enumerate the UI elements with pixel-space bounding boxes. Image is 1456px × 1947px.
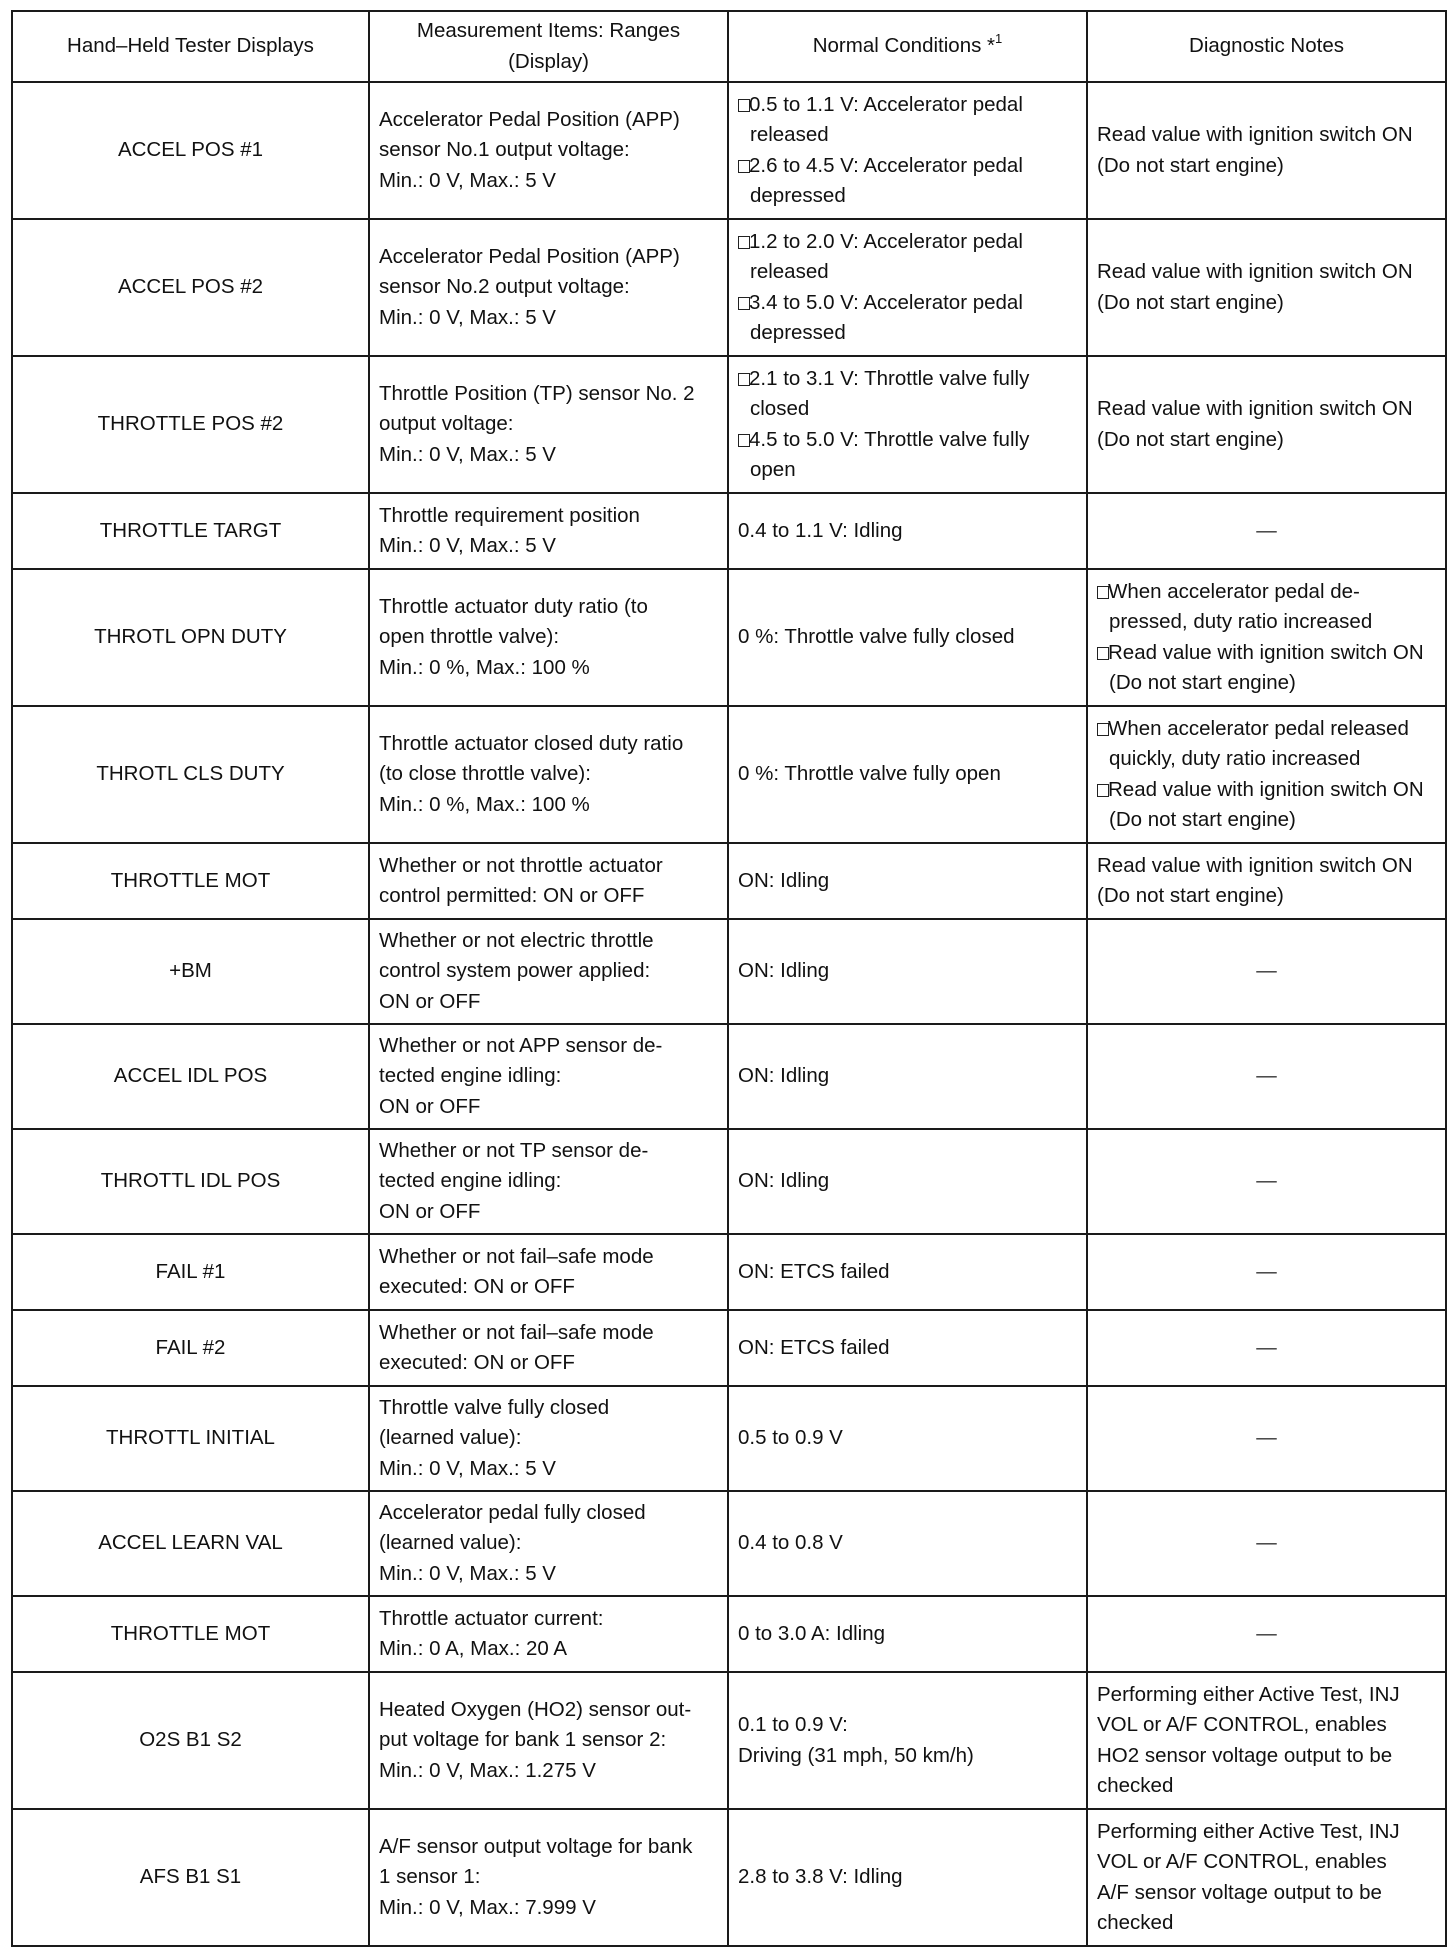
measurement-line: Throttle actuator duty ratio (to <box>379 594 648 618</box>
header-diagnostic-notes <box>1087 11 1446 82</box>
measurement-line: output voltage: <box>379 412 514 436</box>
cell-normal-condition <box>728 706 1087 843</box>
cell-normal-condition <box>728 1491 1087 1596</box>
table-row <box>12 569 1446 706</box>
cell-normal-condition <box>728 1234 1087 1310</box>
cell-measurement <box>369 1024 728 1129</box>
cell-tester-display <box>12 82 369 219</box>
cell-tester-display <box>12 356 369 493</box>
cell-measurement <box>369 569 728 706</box>
measurement-line: Accelerator Pedal Position (APP) <box>379 244 680 268</box>
tester-display-label: O2S B1 S2 <box>139 1728 242 1752</box>
cell-diagnostic-notes <box>1087 219 1446 356</box>
diagnostic-note-line: Read value with ignition switch ON <box>1097 853 1413 877</box>
cell-normal-condition <box>728 1672 1087 1809</box>
measurement-line: Min.: 0 %, Max.: 100 % <box>379 655 590 679</box>
normal-condition-text: 0.1 to 0.9 V: <box>738 1713 848 1736</box>
diagnostic-note-item <box>1097 638 1436 699</box>
table-row <box>12 1024 1446 1129</box>
measurement-line: executed: ON or OFF <box>379 1275 575 1298</box>
cell-diagnostic-notes <box>1087 1596 1446 1672</box>
cell-tester-display <box>12 569 369 706</box>
cell-diagnostic-notes <box>1087 1310 1446 1386</box>
cell-normal-condition <box>728 219 1087 356</box>
table-row <box>12 82 1446 219</box>
diagnostic-note-line: Read value with ignition switch ON <box>1097 123 1413 146</box>
cell-tester-display <box>12 219 369 356</box>
measurement-line: Throttle Position (TP) sensor No. 2 <box>379 381 695 405</box>
normal-condition-text: 0 %: Throttle valve fully open <box>738 762 1001 786</box>
diagnostic-note-text: Read value with ignition switch ON (Do not start engine) <box>1108 777 1424 831</box>
measurement-line: Throttle valve fully closed <box>379 1395 610 1419</box>
table-row <box>12 843 1446 919</box>
measurement-line: 1 sensor 1: <box>379 1865 481 1889</box>
diagnostic-note-line: A/F sensor voltage output to be <box>1097 1880 1382 1904</box>
cell-normal-condition <box>728 919 1087 1024</box>
cell-measurement <box>369 1129 728 1234</box>
cell-tester-display <box>12 493 369 569</box>
measurement-line: control system power applied: <box>379 959 651 983</box>
table-header <box>12 11 1446 82</box>
table-row <box>12 919 1446 1024</box>
cell-normal-condition <box>728 356 1087 493</box>
measurement-line: ON or OFF <box>379 989 481 1013</box>
diagnostic-note-line: (Do not start engine) <box>1097 884 1284 907</box>
normal-condition-text: 4.5 to 5.0 V: Throttle valve fully open <box>749 427 1030 481</box>
tester-display-label: THROTTLE MOT <box>110 868 271 892</box>
measurement-line: Throttle requirement position <box>379 503 640 527</box>
measurement-line: Throttle actuator closed duty ratio <box>379 731 684 755</box>
normal-condition-text: 0.4 to 1.1 V: Idling <box>738 518 903 542</box>
cell-tester-display <box>12 1310 369 1386</box>
table-row <box>12 493 1446 569</box>
normal-condition-text: ON: Idling <box>738 959 830 983</box>
cell-normal-condition <box>728 1809 1087 1946</box>
table-body <box>12 82 1446 1946</box>
cell-normal-condition <box>728 82 1087 219</box>
tester-display-label: THROTTLE POS #2 <box>97 412 284 436</box>
normal-condition-text: ON: ETCS failed <box>738 1335 890 1359</box>
measurement-line: Min.: 0 V, Max.: 5 V <box>379 1456 556 1480</box>
measurement-line: A/F sensor output voltage for bank <box>379 1834 693 1858</box>
measurement-line: Whether or not electric throttle <box>379 928 654 952</box>
diagnostic-note-line: Performing either Active Test, INJ <box>1097 1819 1400 1843</box>
diagnostic-note-item <box>1097 577 1436 638</box>
normal-condition-text: ON: ETCS failed <box>738 1259 890 1283</box>
measurement-line: Whether or not throttle actuator <box>379 853 663 877</box>
tester-display-label: THROTL CLS DUTY <box>96 762 285 786</box>
table-row <box>12 1386 1446 1491</box>
measurement-line: open throttle valve): <box>379 625 560 649</box>
cell-tester-display <box>12 1672 369 1809</box>
measurement-line: Min.: 0 V, Max.: 5 V <box>379 534 556 557</box>
diagnostic-note-line: Performing either Active Test, INJ <box>1097 1682 1400 1706</box>
no-note-dash: — <box>1256 1335 1277 1359</box>
measurement-line: sensor No.2 output voltage: <box>379 275 630 299</box>
tester-display-label: THROTTL INITIAL <box>106 1426 275 1450</box>
no-note-dash: — <box>1256 518 1277 542</box>
cell-diagnostic-notes <box>1087 1672 1446 1809</box>
normal-condition-item <box>738 227 1077 288</box>
cell-tester-display <box>12 1596 369 1672</box>
cell-diagnostic-notes <box>1087 1491 1446 1596</box>
measurement-line: tected engine idling: <box>379 1064 562 1088</box>
cell-normal-condition <box>728 1024 1087 1129</box>
cell-normal-condition <box>728 1596 1087 1672</box>
table-row <box>12 706 1446 843</box>
cell-measurement <box>369 82 728 219</box>
cell-measurement <box>369 356 728 493</box>
no-note-dash: — <box>1256 1169 1277 1193</box>
cell-normal-condition <box>728 1129 1087 1234</box>
normal-condition-text: ON: Idling <box>738 1169 830 1193</box>
measurement-line: tected engine idling: <box>379 1169 562 1193</box>
header-tester-displays-label: Hand–Held Tester Displays <box>67 34 314 58</box>
normal-condition-text: 0 to 3.0 A: Idling <box>738 1621 886 1645</box>
normal-condition-text: 2.8 to 3.8 V: Idling <box>738 1865 903 1889</box>
diagnostic-note-line: VOL or A/F CONTROL, enables <box>1097 1850 1387 1873</box>
cell-diagnostic-notes <box>1087 569 1446 706</box>
cell-tester-display <box>12 1024 369 1129</box>
header-tester-displays <box>12 11 369 82</box>
cell-diagnostic-notes <box>1087 1024 1446 1129</box>
cell-measurement <box>369 219 728 356</box>
cell-diagnostic-notes <box>1087 356 1446 493</box>
normal-condition-item <box>738 90 1077 151</box>
diagnostic-note-line: Read value with ignition switch ON <box>1097 397 1413 420</box>
cell-measurement <box>369 493 728 569</box>
cell-measurement <box>369 1672 728 1809</box>
header-measurement-line1: Measurement Items: Ranges <box>416 19 681 42</box>
cell-tester-display <box>12 1129 369 1234</box>
cell-tester-display <box>12 1809 369 1946</box>
cell-tester-display <box>12 1234 369 1310</box>
measurement-line: Throttle actuator current: <box>379 1606 604 1630</box>
measurement-line: (to close throttle valve): <box>379 762 591 786</box>
table-row <box>12 356 1446 493</box>
normal-condition-text: 1.2 to 2.0 V: Accelerator pedal released <box>749 229 1023 283</box>
cell-measurement <box>369 1386 728 1491</box>
table-row <box>12 1234 1446 1310</box>
cell-diagnostic-notes <box>1087 1234 1446 1310</box>
header-row <box>12 11 1446 82</box>
tester-display-label: ACCEL POS #1 <box>117 138 264 162</box>
measurement-line: Min.: 0 %, Max.: 100 % <box>379 792 590 816</box>
tester-display-label: THROTTLE MOT <box>110 1621 271 1645</box>
table-row <box>12 219 1446 356</box>
cell-normal-condition <box>728 1310 1087 1386</box>
measurement-line: Min.: 0 V, Max.: 5 V <box>379 442 556 466</box>
cell-measurement <box>369 1596 728 1672</box>
header-normal-conditions <box>728 11 1087 82</box>
diagnostic-note-item <box>1097 775 1436 836</box>
measurement-line: Min.: 0 A, Max.: 20 A <box>379 1637 568 1660</box>
tester-display-label: THROTTL IDL POS <box>100 1169 281 1193</box>
normal-condition-text: 2.6 to 4.5 V: Accelerator pedal depressed <box>749 153 1023 207</box>
no-note-dash: — <box>1256 1426 1277 1450</box>
measurement-line: Min.: 0 V, Max.: 5 V <box>379 305 556 329</box>
cell-diagnostic-notes <box>1087 843 1446 919</box>
no-note-dash: — <box>1256 1621 1277 1645</box>
measurement-line: sensor No.1 output voltage: <box>379 138 630 162</box>
measurement-line: Min.: 0 V, Max.: 1.275 V <box>379 1758 596 1782</box>
tester-display-label: ACCEL POS #2 <box>117 275 264 299</box>
diagnostic-note-line: HO2 sensor voltage output to be <box>1097 1743 1393 1767</box>
table-row <box>12 1672 1446 1809</box>
tester-display-label: ACCEL LEARN VAL <box>98 1531 283 1555</box>
cell-normal-condition <box>728 493 1087 569</box>
footnote-marker: 1 <box>995 31 1003 47</box>
diagnostic-note-line: (Do not start engine) <box>1097 427 1284 451</box>
diagnostic-note-line: VOL or A/F CONTROL, enables <box>1097 1713 1387 1736</box>
header-measurement-line2: (Display) <box>508 49 589 73</box>
measurement-line: Whether or not fail–safe mode <box>379 1320 654 1344</box>
tester-display-label: ACCEL IDL POS <box>113 1064 268 1088</box>
header-normal-label: Normal Conditions * <box>812 34 996 58</box>
normal-condition-text: 3.4 to 5.0 V: Accelerator pedal depressed <box>749 290 1023 344</box>
measurement-line: Heated Oxygen (HO2) sensor out- <box>379 1697 692 1721</box>
table-row <box>12 1129 1446 1234</box>
measurement-line: Accelerator Pedal Position (APP) <box>379 107 680 131</box>
diagnostic-note-line: (Do not start engine) <box>1097 290 1284 314</box>
measurement-line: Min.: 0 V, Max.: 7.999 V <box>379 1895 596 1919</box>
measurement-line: Whether or not fail–safe mode <box>379 1244 654 1268</box>
measurement-line: executed: ON or OFF <box>379 1351 575 1374</box>
normal-condition-text: 0.5 to 0.9 V <box>738 1426 843 1450</box>
no-note-dash: — <box>1256 959 1277 983</box>
measurement-line: Min.: 0 V, Max.: 5 V <box>379 1561 556 1585</box>
cell-normal-condition <box>728 843 1087 919</box>
cell-diagnostic-notes <box>1087 706 1446 843</box>
tester-display-label: +BM <box>169 959 212 983</box>
normal-condition-text: ON: Idling <box>738 868 830 892</box>
normal-condition-text: 0.4 to 0.8 V <box>738 1531 843 1555</box>
header-measurement-items <box>369 11 728 82</box>
cell-diagnostic-notes <box>1087 1386 1446 1491</box>
cell-measurement <box>369 1310 728 1386</box>
cell-diagnostic-notes <box>1087 82 1446 219</box>
measurement-line: put voltage for bank 1 sensor 2: <box>379 1728 667 1752</box>
cell-measurement <box>369 1491 728 1596</box>
no-note-dash: — <box>1256 1259 1277 1283</box>
normal-condition-text: 0 %: Throttle valve fully closed <box>738 625 1015 649</box>
measurement-line: Accelerator pedal fully closed <box>379 1500 646 1524</box>
cell-diagnostic-notes <box>1087 1129 1446 1234</box>
header-notes-label: Diagnostic Notes <box>1189 34 1344 58</box>
measurement-line: Min.: 0 V, Max.: 5 V <box>379 168 556 192</box>
cell-measurement <box>369 1234 728 1310</box>
tester-display-label: FAIL #1 <box>155 1259 226 1283</box>
tester-display-label: FAIL #2 <box>155 1335 226 1359</box>
cell-measurement <box>369 1809 728 1946</box>
cell-tester-display <box>12 843 369 919</box>
cell-normal-condition <box>728 569 1087 706</box>
diagnostic-note-text: Read value with ignition switch ON (Do not start engine) <box>1108 640 1424 694</box>
diagnostic-note-item <box>1097 714 1436 775</box>
cell-tester-display <box>12 1386 369 1491</box>
diagnostic-note-text: When accelerator pedal released quickly, duty ratio increased <box>1108 716 1409 770</box>
cell-diagnostic-notes <box>1087 1809 1446 1946</box>
diagnostic-note-line: Read value with ignition switch ON <box>1097 260 1413 283</box>
cell-measurement <box>369 706 728 843</box>
no-note-dash: — <box>1256 1064 1277 1088</box>
normal-condition-item <box>738 425 1077 486</box>
table-row <box>12 1809 1446 1946</box>
diagnostic-note-line: checked <box>1097 1911 1174 1934</box>
normal-condition-text: ON: Idling <box>738 1064 830 1088</box>
tester-display-label: THROTL OPN DUTY <box>94 625 287 649</box>
measurement-line: Whether or not TP sensor de- <box>379 1138 649 1162</box>
cell-tester-display <box>12 706 369 843</box>
table-row <box>12 1596 1446 1672</box>
normal-condition-item <box>738 288 1077 349</box>
tester-display-label: AFS B1 S1 <box>139 1865 242 1889</box>
measurement-line: ON or OFF <box>379 1199 481 1223</box>
measurement-line: ON or OFF <box>379 1094 481 1118</box>
no-note-dash: — <box>1256 1531 1277 1555</box>
cell-measurement <box>369 843 728 919</box>
cell-diagnostic-notes <box>1087 919 1446 1024</box>
tester-display-label: THROTTLE TARGT <box>99 518 282 542</box>
normal-condition-text: 2.1 to 3.1 V: Throttle valve fully closed <box>749 366 1030 420</box>
diagnostic-note-line: checked <box>1097 1774 1174 1797</box>
cell-diagnostic-notes <box>1087 493 1446 569</box>
measurement-line: (learned value): <box>379 1426 522 1450</box>
measurement-line: Whether or not APP sensor de- <box>379 1033 663 1057</box>
table-row <box>12 1310 1446 1386</box>
cell-normal-condition <box>728 1386 1087 1491</box>
cell-tester-display <box>12 1491 369 1596</box>
measurement-line: control permitted: ON or OFF <box>379 884 645 907</box>
data-list-table <box>11 10 1447 1947</box>
measurement-line: (learned value): <box>379 1531 522 1555</box>
normal-condition-item <box>738 364 1077 425</box>
normal-condition-item <box>738 151 1077 212</box>
cell-tester-display <box>12 919 369 1024</box>
table-row <box>12 1491 1446 1596</box>
diagnostic-note-line: (Do not start engine) <box>1097 153 1284 177</box>
diagnostic-note-text: When accelerator pedal de- pressed, duty ratio increased <box>1108 579 1373 633</box>
cell-measurement <box>369 919 728 1024</box>
normal-condition-text: Driving (31 mph, 50 km/h) <box>738 1743 974 1767</box>
normal-condition-text: 0.5 to 1.1 V: Accelerator pedal released <box>749 92 1023 146</box>
